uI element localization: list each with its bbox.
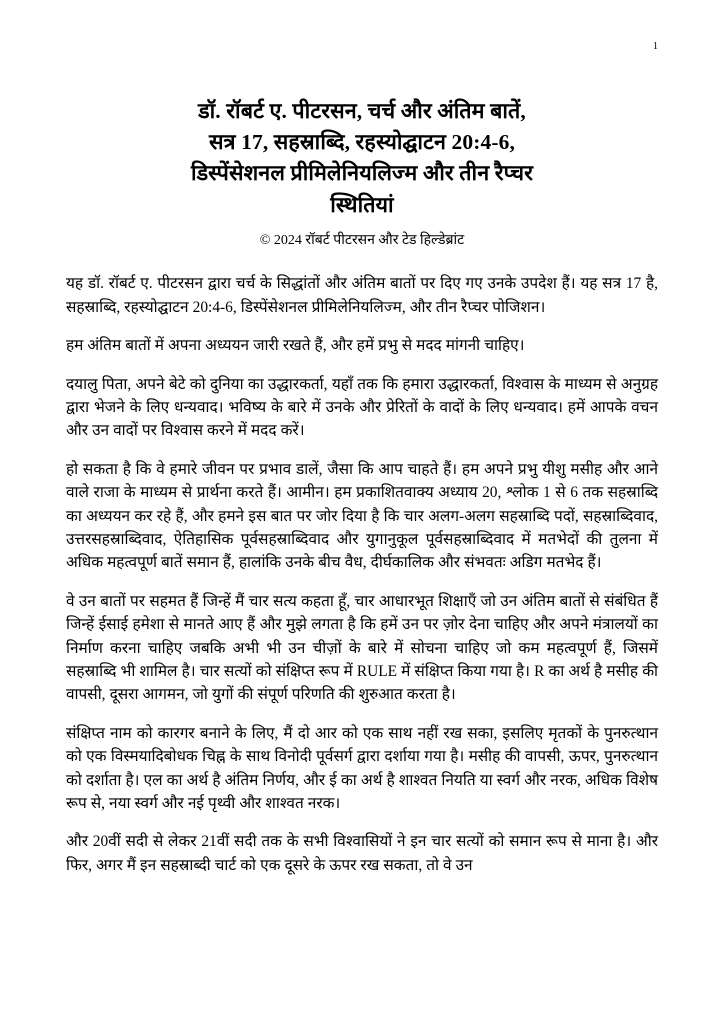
title-line-4: स्थितियां: [330, 192, 394, 217]
paragraph: हो सकता है कि वे हमारे जीवन पर प्रभाव डालें, जैसा कि आप चाहते हैं। हम अपने प्रभु यीशु मसीह और आने वाले राजा के माध्यम से प्रार्थना करते हैं। आमीन। हम प्रकाशितवाक्य अध्याय 20, श्लोक 1 से 6 तक सहस्राब्दि का अध्ययन कर रहे हैं, और हमने इस बात पर जोर दिया है कि चार अलग-अलग सहस्राब्दि पदों, सहस्राब्दिवाद, उत्तरसहस्राब्दिवाद, ऐतिहासिक पूर्वसहस्राब्दिवाद और युगानुकूल पूर्वसहस्राब्दिवाद में मतभेदों की तुलना में अधिक महत्वपूर्ण बातें समान हैं, हालांकि उनके बीच वैध, दीर्घकालिक और संभवतः अडिग मतभेद हैं।: [66, 460, 658, 572]
paragraph: दयालु पिता, अपने बेटे को दुनिया का उद्धारकर्ता, यहाँ तक कि हमारा उद्धारकर्ता, विश्वास के माध्यम से अनुग्रह द्वारा भेजने के लिए धन्यवाद। भविष्य के बारे में उनके और प्रेरितों के वादों के लिए धन्यवाद। हमें आपके वचन और उन वादों पर विश्वास करने में मदद करें।: [66, 375, 658, 440]
paragraph: और 20वीं सदी से लेकर 21वीं सदी तक के सभी विश्वासियों ने इन चार सत्यों को समान रूप से माना है। और फिर, अगर मैं इन सहस्राब्दी चार्ट को एक दूसरे के ऊपर रख सकता, तो वे उन: [66, 833, 658, 874]
document-body: [66, 272, 658, 877]
title-line-1: डॉ. रॉबर्ट ए. पीटरसन, चर्च और अंतिम बातें,: [198, 99, 526, 123]
page-number: 1: [653, 41, 658, 52]
title-line-3: डिस्पेंसेशनल प्रीमिलेनियलिज्म और तीन रैप्चर: [191, 161, 533, 186]
paragraph: हम अंतिम बातों में अपना अध्ययन जारी रखते हैं, और हमें प्रभु से मदद मांगनी चाहिए।: [66, 337, 525, 355]
title-line-2: सत्र 17, सहस्राब्दि, रहस्योद्घाटन 20:4-6,: [209, 130, 515, 155]
copyright-line: © 2024 रॉबर्ट पीटरसन और टेड हिल्डेब्रांट: [259, 232, 465, 248]
paragraph: यह डॉ. रॉबर्ट ए. पीटरसन द्वारा चर्च के सिद्धांतों और अंतिम बातों पर दिए गए उनके उपदेश हैं। यह सत्र 17 है, सहस्राब्दि, रहस्योद्घाटन 20:4-6, डिस्पेंसेशनल प्रीमिलेनियलिज्म, और तीन रैप्चर पोजिशन।: [66, 275, 658, 316]
page-title: [66, 96, 658, 221]
paragraph: वे उन बातों पर सहमत हैं जिन्हें मैं चार सत्य कहता हूँ, चार आधारभूत शिक्षाएँ जो उन अंतिम बातों से संबंधित हैं जिन्हें ईसाई हमेशा से मानते आए हैं और मुझे लगता है कि हमें उन पर ज़ोर देना चाहिए और अपने मंत्रालयों का निर्माण करना चाहिए जबकि अभी भी उन चीज़ों के बारे में सोचना चाहिए जो कम महत्वपूर्ण हैं, जिसमें सहस्राब्दि भी शामिल है। चार सत्यों को संक्षिप्त रूप में RULE में संक्षिप्त किया गया है। R का अर्थ है मसीह की वापसी, दूसरा आगमन, जो युगों की संपूर्ण परिणति की शुरुआत करता है।: [66, 592, 658, 704]
paragraph: संक्षिप्त नाम को कारगर बनाने के लिए, मैं दो आर को एक साथ नहीं रख सका, इसलिए मृतकों के पुनरुत्थान को एक विस्मयादिबोधक चिह्न के साथ विनोदी पूर्वसर्ग द्वारा दर्शाया गया है। मसीह की वापसी, ऊपर, पुनरुत्थान को दर्शाता है। एल का अर्थ है अंतिम निर्णय, और ई का अर्थ है शाश्वत नियति या स्वर्ग और नरक, अधिक विशेष रूप से, नया स्वर्ग और नई पृथ्वी और शाश्वत नरक।: [66, 724, 658, 812]
